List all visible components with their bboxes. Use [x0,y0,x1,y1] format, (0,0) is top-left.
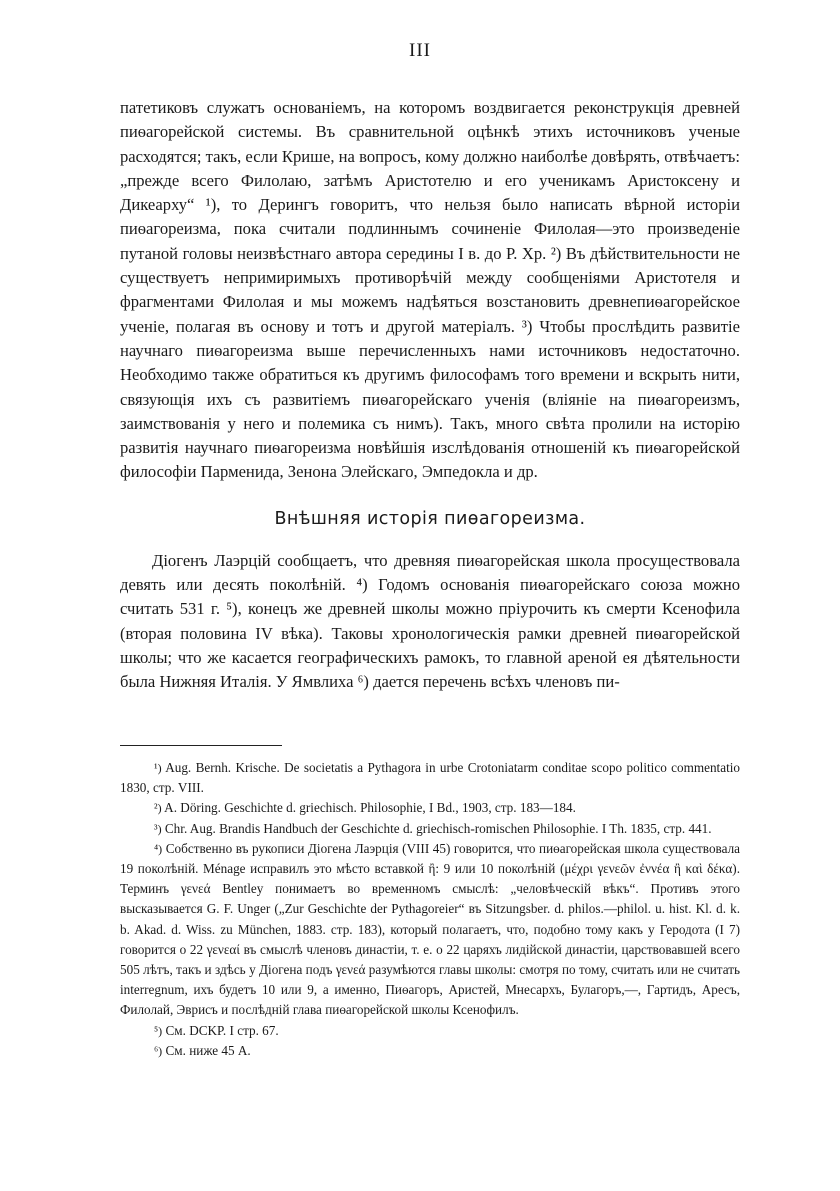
footnote-mark: ⁴) [154,841,163,856]
footnote-text: См. ниже 45 A. [165,1042,251,1058]
footnote-5 [120,1021,740,1041]
footnote-6 [120,1041,740,1061]
footnote-mark: ³) [154,821,162,836]
main-text [120,96,740,695]
footnote-mark: ⁵) [154,1023,163,1038]
footnotes [120,758,740,1061]
footnote-mark: ¹) [154,761,162,775]
footnote-text: A. Döring. Geschichte d. griechisch. Philosophie, I Bd., 1903, стр. 183—184. [164,800,576,816]
page-number: III [409,40,431,61]
section-heading: Внѣшняя исторія пиѳагореизма. [274,508,586,529]
footnote-4 [120,839,740,1021]
footnote-mark: ⁶) [154,1043,163,1058]
footnote-2 [120,798,740,818]
footnote-3 [120,819,740,839]
footnote-text: Chr. Aug. Brandis Handbuch der Geschichte d. griechisch-romischen Philosophie. I Th. 1835, стр. 441. [164,820,712,836]
paragraph-external-history: Діогенъ Лаэрцій сообщаетъ, что древняя пиѳагорейская школа просуществовала девять или десять поколѣній. ⁴) Годомъ основанія пиѳагорейскаго союза можно считать 531 г. ⁵), конецъ же древней школы можно пріурочить къ смерти Ксенофила (вторая половина IV вѣка). Таковы хронологическія рамки древней пиѳагорейской школы; что же касается географическихъ рамокъ, то главной ареной ея дѣятельности была Нижняя Италія. У Ямвлиха ⁶) дается перечень всѣхъ членовъ пи- [120,550,740,692]
footnote-divider [120,745,282,746]
footnote-text: См. DCKP. I стр. 67. [165,1022,279,1038]
footnote-text: Aug. Bernh. Krische. De societatis a Pythagora in urbe Crotoniatarm conditae scopo politico commentatio 1830, стр. VIII. [120,760,740,796]
footnote-mark: ²) [154,801,162,816]
footnote-text: Собственно въ рукописи Діогена Лаэрція (VIII 45) говорится, что пиѳагорейская школа существовала 19 поколѣній. Ménage исправилъ это мѣсто вставкой ἢ: 9 или 10 поколѣній (μέχρι γενεῶν ἐννέα ἢ καὶ δέκα). Терминъ γενεά Bentley понимаетъ во временномъ смыслѣ: „человѣческій вѣкъ“. Противъ этого высказывается G. F. Unger („Zur Geschichte der Pythagoreier“ въ Sitzungsber. d. philos.—philol. u. hist. Kl. d. k. b. Akad. d. Wiss. zu München, 1883. стр. 183), который полагаетъ, что, подобно тому какъ у Геродота (I 7) говорится о 22 γενεαί въ смыслѣ членовъ династіи, т. е. о 22 царяхъ лидійской династіи, царствовавшей всего 505 лѣтъ, такъ и здѣсь у Діогена подъ γενεά разумѣются главы школы: смотря по тому, считать или не считать interregnum, ихъ будетъ 10 или 9, а именно, Пиѳагоръ, Аристей, Мнесархъ, Булагоръ,—, Гартидъ, Аресъ, Филолай, Эврисъ и послѣдній глава пиѳагорейской школы Ксенофилъ. [120,840,740,1018]
paragraph-intro: патетиковъ служатъ основаніемъ, на которомъ воздвигается реконструкція древней пиѳагорейской системы. Въ сравнительной оцѣнкѣ этихъ источниковъ ученые расходятся; такъ, если Крише, на вопросъ, кому должно наиболѣе довѣрять, отвѣчаетъ: „прежде всего Филолаю, затѣмъ Аристотелю и его ученикамъ Аристоксену и Дикеарху“ ¹), то Дерингъ говоритъ, что нельзя было написать вѣрной исторіи пиѳагореизма, пока считали подлиннымъ сочиненіе Филолая—это произведеніе путаной головы неизвѣстнаго автора середины I в. до Р. Хр. ²) Въ дѣйствительности не существуетъ непримиримыхъ противорѣчій между сообщеніями Аристотеля и фрагментами Филолая и мы можемъ надѣяться возстановить древнепиѳагорейское ученіе, полагая въ основу и тотъ и другой матеріалъ. ³) Чтобы прослѣдить развитіе научнаго пиѳагореизма выше перечисленныхъ нами источниковъ недостаточно. Необходимо также обратиться къ другимъ философамъ того времени и вскрыть нити, связующія ихъ съ развитіемъ пиѳагорейскаго ученія (вліяніе на пиѳагореизмъ, заимствованія у него и полемика съ нимъ). Такъ, много свѣта пролили на исторію развитія научнаго пиѳагореизма новѣйшія изслѣдованія отношеній къ пиѳагорейской философіи Парменида, Зенона Элейскаго, Эмпедокла и др. [120,98,740,482]
footnote-1 [120,758,740,798]
